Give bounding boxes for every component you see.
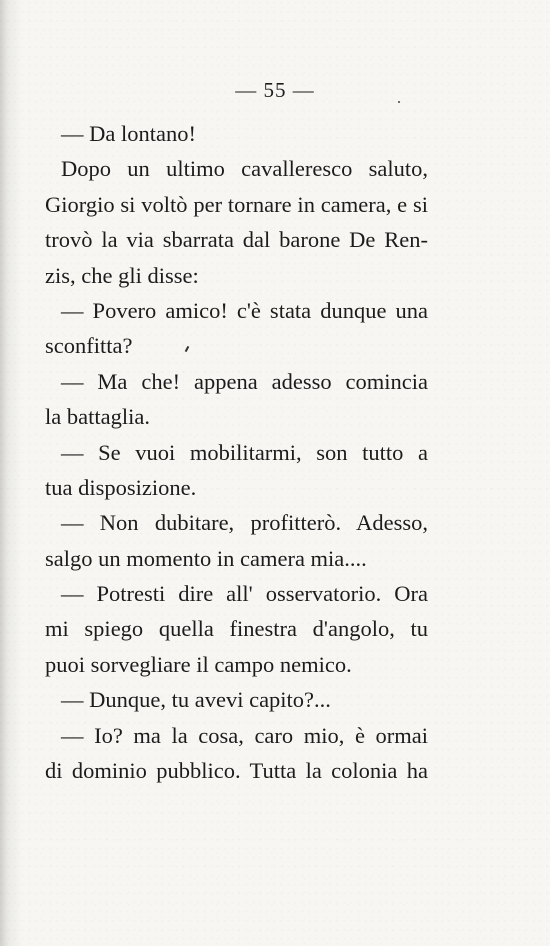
text-line: — Potresti dire all' osservatorio. Ora [61,581,428,607]
text-line: sconfitta? [45,333,133,359]
body-text [45,116,428,788]
text-line: — Non dubitare, profitterò. Adesso, [61,510,428,536]
text-line: — Dunque, tu avevi capito?... [61,687,331,713]
text-line: — Ma che! appena adesso comincia [61,368,428,394]
text-line: trovò la via sbarrata dal barone De Ren- [45,227,428,253]
text-line: — Da lontano! [61,121,196,146]
text-line: salgo un momento in camera mia.... [45,545,367,571]
text-line: la battaglia. [45,404,150,430]
text-line: — Se vuoi mobilitarmi, son tutto a [61,439,428,465]
text-line: zis, che gli disse: [45,262,199,288]
text-line: — Io? ma la cosa, caro mio, è ormai [61,722,428,748]
page-number: — 55 — [235,78,315,102]
ink-speck [398,101,400,103]
text-line: tua disposizione. [45,474,197,500]
text-line: Giorgio si voltò per tornare in camera, e si [45,191,428,217]
text-line: di dominio pubblico. Tutta la colonia ha [45,758,428,784]
text-line: puoi sorvegliare il campo nemico. [45,651,352,677]
text-line: — Povero amico! c'è stata dunque una [61,297,428,323]
text-line: mi spiego quella finestra d'angolo, tu [45,616,428,642]
text-line: Dopo un ultimo cavalleresco saluto, [61,156,428,182]
